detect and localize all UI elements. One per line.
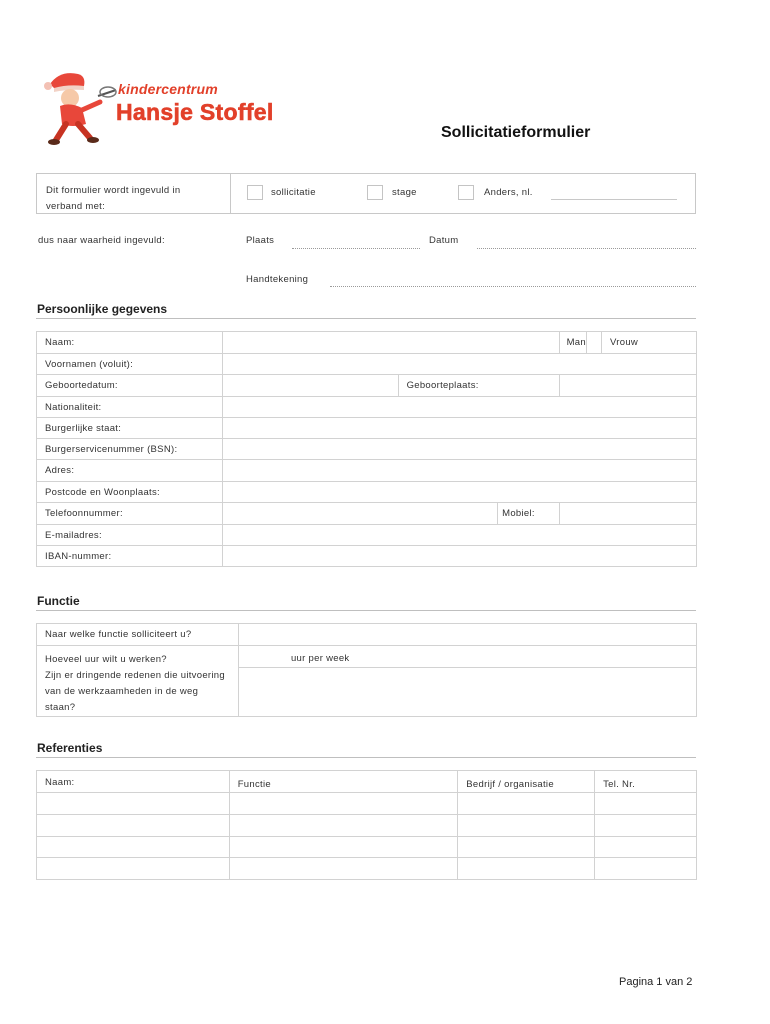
row-label-bsn: Burgerservicenummer (BSN):	[37, 439, 223, 460]
references-table	[36, 770, 697, 880]
ref-cell[interactable]	[229, 815, 458, 837]
ref-cell[interactable]	[37, 815, 230, 837]
intro-label: Dit formulier wordt ingevuld in verband met:	[46, 185, 181, 212]
geboortedatum-input[interactable]	[223, 375, 398, 397]
mobile-label: Mobiel:	[498, 503, 559, 525]
row-label-burgerlijke-staat: Burgerlijke staat:	[37, 418, 223, 439]
signature-input-line[interactable]	[330, 286, 696, 287]
row-label-telefoon: Telefoonnummer:	[37, 503, 223, 525]
option-anders: Anders, nl.	[484, 187, 533, 198]
function-q1-input[interactable]	[238, 624, 696, 646]
gender-man-box[interactable]	[587, 332, 602, 353]
table-row	[37, 332, 697, 354]
row-label-postcode: Postcode en Woonplaats:	[37, 482, 223, 503]
iban-input[interactable]	[223, 546, 697, 567]
ref-cell[interactable]	[458, 815, 595, 837]
ref-cell[interactable]	[458, 837, 595, 858]
email-input[interactable]	[223, 525, 697, 546]
logo-brand-top: kindercentrum	[118, 81, 218, 97]
ref-cell[interactable]	[458, 858, 595, 880]
table-row	[37, 624, 697, 646]
bsn-input[interactable]	[223, 439, 697, 460]
checkbox-stage[interactable]	[367, 185, 383, 200]
function-q1: Naar welke functie solliciteert u?	[37, 624, 239, 646]
table-row	[37, 793, 697, 815]
page-number: Pagina 1 van 2	[619, 976, 693, 988]
row-label-geboortedatum: Geboortedatum:	[37, 375, 223, 397]
table-row	[37, 418, 697, 439]
table-row	[37, 482, 697, 503]
ref-cell[interactable]	[37, 858, 230, 880]
place-input-line[interactable]	[292, 248, 420, 249]
row-label-nationaliteit: Nationaliteit:	[37, 397, 223, 418]
ref-cell[interactable]	[595, 858, 697, 880]
checkbox-anders[interactable]	[458, 185, 474, 200]
mobile-input[interactable]	[559, 503, 696, 525]
place-label: Plaats	[246, 235, 275, 246]
table-row	[37, 460, 697, 482]
table-row	[37, 546, 697, 567]
table-row	[37, 815, 697, 837]
ref-cell[interactable]	[37, 793, 230, 815]
date-label: Datum	[429, 235, 459, 246]
personal-table	[36, 331, 697, 567]
signature-label: Handtekening	[246, 274, 309, 285]
voornamen-input[interactable]	[223, 354, 697, 375]
row-label-adres: Adres:	[37, 460, 223, 482]
ref-cell[interactable]	[458, 793, 595, 815]
ref-col-tel: Tel. Nr.	[595, 771, 697, 793]
ref-cell[interactable]	[595, 815, 697, 837]
function-q3-input[interactable]	[239, 668, 696, 712]
function-table	[36, 623, 697, 717]
telefoon-input[interactable]	[223, 503, 498, 525]
naam-input[interactable]	[223, 332, 559, 354]
logo	[38, 66, 298, 146]
table-row	[37, 375, 697, 397]
section-function-heading: Functie	[37, 594, 80, 608]
ref-cell[interactable]	[595, 837, 697, 858]
section-personal-heading: Persoonlijke gegevens	[37, 302, 168, 316]
adres-input[interactable]	[223, 460, 697, 482]
option-sollicitatie: sollicitatie	[271, 187, 316, 198]
ref-cell[interactable]	[229, 793, 458, 815]
table-row	[37, 397, 697, 418]
birthplace-label: Geboorteplaats:	[398, 375, 559, 397]
mascot-icon	[38, 66, 120, 146]
table-row	[37, 837, 697, 858]
section-references-heading: Referenties	[37, 741, 103, 755]
section-references-rule	[36, 757, 696, 758]
gender-vrouw[interactable]: Vrouw	[610, 337, 639, 348]
table-row	[37, 858, 697, 880]
birthplace-input[interactable]	[559, 375, 696, 397]
postcode-input[interactable]	[223, 482, 697, 503]
burgerlijke-staat-input[interactable]	[223, 418, 697, 439]
row-label-iban: IBAN-nummer:	[37, 546, 223, 567]
section-function-rule	[36, 610, 696, 611]
section-personal-rule	[36, 318, 696, 319]
gender-man[interactable]: Man	[560, 332, 587, 353]
table-row	[37, 771, 697, 793]
table-row	[37, 646, 697, 717]
ref-cell[interactable]	[37, 837, 230, 858]
table-row	[37, 354, 697, 375]
table-row	[37, 439, 697, 460]
table-row	[37, 525, 697, 546]
ref-cell[interactable]	[229, 858, 458, 880]
function-q2-suffix: uur per week	[290, 653, 350, 664]
ref-cell[interactable]	[595, 793, 697, 815]
logo-brand-bottom: Hansje Stoffel	[116, 99, 274, 125]
checkbox-sollicitatie[interactable]	[247, 185, 263, 200]
table-row	[37, 503, 697, 525]
ref-col-bedrijf: Bedrijf / organisatie	[458, 771, 595, 793]
ref-col-naam: Naam:	[37, 771, 230, 793]
function-q3: Zijn er dringende redenen die uitvoering van de werkzaamheden in de weg staan?	[45, 670, 225, 713]
function-q2: Hoeveel uur wilt u werken?	[45, 654, 167, 665]
nationaliteit-input[interactable]	[223, 397, 697, 418]
page-title: Sollicitatieformulier	[441, 124, 591, 141]
row-label-voornamen: Voornamen (voluit):	[37, 354, 223, 375]
anders-input-line[interactable]	[551, 199, 677, 200]
row-label-naam: Naam:	[37, 332, 223, 354]
truth-label: dus naar waarheid ingevuld:	[38, 235, 165, 246]
row-label-email: E-mailadres:	[37, 525, 223, 546]
option-stage: stage	[392, 187, 417, 198]
date-input-line[interactable]	[477, 248, 696, 249]
ref-cell[interactable]	[229, 837, 458, 858]
ref-col-functie: Functie	[229, 771, 458, 793]
